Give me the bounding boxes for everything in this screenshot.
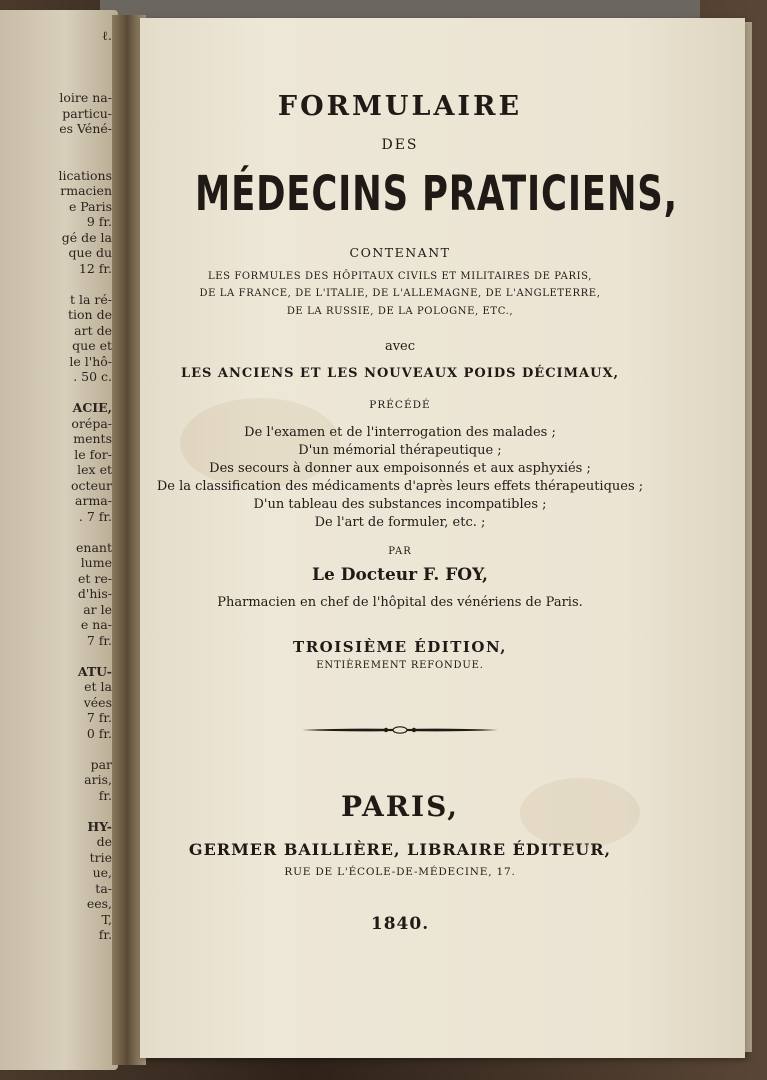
contents-item: D'un mémorial thérapeutique ; bbox=[298, 443, 502, 458]
previous-page-line: arma- bbox=[75, 493, 112, 508]
contents-item: De l'art de formuler, etc. ; bbox=[314, 515, 486, 530]
previous-page-line: tion de bbox=[68, 307, 112, 322]
author-name: Le Docteur F. FOY, bbox=[312, 565, 488, 585]
previous-page-line: aris, bbox=[84, 772, 112, 787]
previous-page-line: 7 fr. bbox=[86, 710, 112, 725]
previous-page-line: 12 fr. bbox=[78, 260, 112, 276]
previous-page-line: d'his- bbox=[77, 586, 112, 601]
previous-page-line: fr. bbox=[98, 787, 112, 803]
previous-page-line bbox=[42, 137, 112, 153]
previous-page-line bbox=[42, 152, 112, 168]
ornament-rule bbox=[300, 722, 500, 738]
author-title: Pharmacien en chef de l'hôpital des vénériens de Paris. bbox=[217, 595, 583, 610]
previous-page-line bbox=[42, 385, 112, 401]
previous-page-line: lex et bbox=[77, 462, 112, 477]
previous-page-line bbox=[42, 59, 112, 75]
title-formulaire: FORMULAIRE bbox=[277, 91, 523, 122]
previous-page-line: octeur bbox=[71, 477, 112, 493]
previous-page-line: lications bbox=[58, 167, 112, 183]
par-label: PAR bbox=[388, 546, 412, 557]
contenant-label: CONTENANT bbox=[349, 245, 451, 260]
previous-page-line: t la ré- bbox=[69, 291, 112, 307]
previous-page-line: gé de la bbox=[61, 229, 112, 245]
edition-label: TROISIÈME ÉDITION, bbox=[293, 638, 507, 656]
previous-page-line bbox=[42, 648, 112, 664]
avec-label: avec bbox=[384, 339, 416, 354]
previous-page-line bbox=[42, 741, 112, 757]
previous-page-line: ATU- bbox=[77, 663, 112, 679]
previous-page-line: et re- bbox=[78, 570, 112, 586]
previous-page-line: que du bbox=[68, 245, 112, 260]
previous-page-line bbox=[42, 44, 112, 60]
previous-page-line: ar le bbox=[83, 601, 112, 617]
precede-label: PRÉCÉDÉ bbox=[369, 399, 431, 411]
previous-page-line: HY- bbox=[87, 818, 112, 834]
poids-decimaux-line: LES ANCIENS ET LES NOUVEAUX POIDS DÉCIMAUX, bbox=[180, 366, 620, 381]
previous-page-line: ments bbox=[73, 431, 112, 446]
publisher-name: GERMER BAILLIÈRE, LIBRAIRE ÉDITEUR, bbox=[188, 840, 612, 859]
previous-page-line: trie bbox=[89, 849, 112, 865]
previous-page-line: que et bbox=[72, 338, 112, 353]
previous-page-line: le for- bbox=[74, 446, 112, 462]
previous-page-line: ℓ. bbox=[102, 28, 112, 43]
previous-page-line: art de bbox=[74, 322, 112, 338]
title-medecins-praticiens: MÉDECINS PRATICIENS, bbox=[195, 166, 678, 222]
previous-page-line bbox=[42, 276, 112, 292]
previous-page-line: e Paris bbox=[68, 198, 112, 214]
previous-page-line: de bbox=[96, 834, 112, 849]
edition-note: ENTIÈREMENT REFONDUE. bbox=[316, 660, 484, 671]
publisher-address: RUE DE L'ÉCOLE-DE-MÉDECINE, 17. bbox=[284, 866, 516, 878]
previous-page-line: . 7 fr. bbox=[78, 508, 112, 524]
previous-page-line: particu- bbox=[62, 105, 112, 121]
previous-page-line: ees, bbox=[86, 896, 112, 911]
previous-page-line: ACIE, bbox=[72, 400, 112, 415]
previous-page-line bbox=[42, 524, 112, 540]
previous-page-line: 0 fr. bbox=[86, 725, 112, 741]
previous-page-line: e na- bbox=[80, 617, 112, 632]
previous-page-line: es Véné- bbox=[59, 121, 112, 136]
contents-item: De la classification des médicaments d'après leurs effets thérapeutiques ; bbox=[156, 479, 644, 494]
previous-page-line bbox=[42, 75, 112, 91]
previous-page-line: lume bbox=[80, 555, 112, 570]
contents-item: D'un tableau des substances incompatibles ; bbox=[253, 497, 547, 512]
previous-page-line: . 50 c. bbox=[73, 369, 112, 384]
contents-item: Des secours à donner aux empoisonnés et aux asphyxiés ; bbox=[209, 461, 591, 476]
formules-line-3: DE LA RUSSIE, DE LA POLOGNE, ETC., bbox=[286, 306, 514, 317]
previous-page-line: par bbox=[90, 756, 112, 772]
formules-line-1: LES FORMULES DES HÔPITAUX CIVILS ET MILITAIRES DE PARIS, bbox=[207, 271, 593, 282]
previous-page-line: ue, bbox=[92, 865, 112, 880]
previous-page-line: 9 fr. bbox=[86, 214, 112, 229]
imprint-city: PARIS, bbox=[340, 790, 460, 823]
contents-item: De l'examen et de l'interrogation des malades ; bbox=[244, 425, 556, 440]
previous-page-text bbox=[42, 28, 112, 943]
previous-page-line: 7 fr. bbox=[86, 632, 112, 648]
previous-page-line: ta- bbox=[95, 880, 112, 896]
formules-line-2: DE LA FRANCE, DE L'ITALIE, DE L'ALLEMAGNE, DE L'ANGLETERRE, bbox=[199, 288, 601, 299]
previous-page-line: enant bbox=[76, 539, 112, 555]
previous-page-line: loire na- bbox=[59, 90, 112, 105]
previous-page-line: fr. bbox=[98, 927, 112, 942]
previous-page-line: orépa- bbox=[71, 415, 112, 431]
previous-page-line: et la bbox=[84, 679, 112, 694]
publication-year: 1840. bbox=[370, 914, 430, 934]
previous-page bbox=[0, 10, 118, 1070]
previous-page-line: rmacien bbox=[60, 183, 112, 198]
previous-page-line bbox=[42, 803, 112, 819]
previous-page-line: vées bbox=[83, 694, 112, 710]
previous-page-line: le l'hô- bbox=[69, 353, 112, 369]
previous-page-line: T, bbox=[101, 911, 112, 927]
title-des: DES bbox=[381, 137, 419, 153]
